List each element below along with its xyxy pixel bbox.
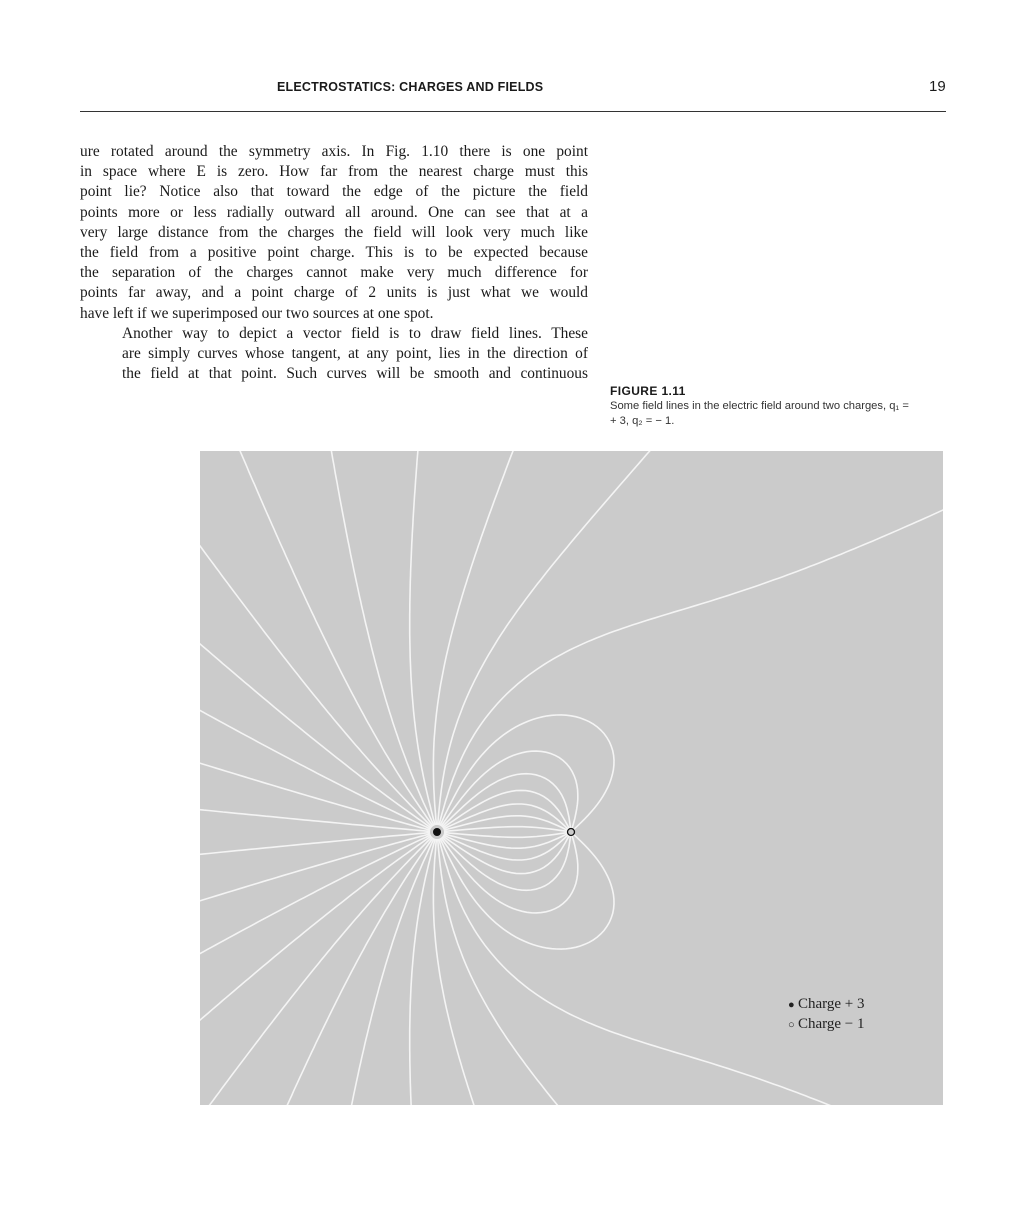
field-line — [200, 835, 431, 964]
field-line — [410, 839, 436, 1105]
text-line: the separation of the charges cannot make very much difference for — [80, 264, 588, 282]
field-line — [410, 451, 436, 825]
figure-label: FIGURE 1.11 — [610, 384, 686, 398]
field-line — [200, 518, 432, 828]
field-line — [439, 839, 877, 1105]
text-line: points more or less radially outward all around. One can see that at a — [80, 203, 588, 221]
body-text — [80, 142, 588, 384]
legend-negative — [788, 1015, 865, 1035]
text-line: point lie? Notice also that toward the edge of the picture the field — [80, 183, 588, 201]
header-rule — [80, 111, 946, 112]
field-line — [348, 838, 434, 1105]
text-line: the field at that point. Such curves will be smooth and continuous — [122, 365, 588, 383]
text-line: have left if we superimposed our two sources at one spot. — [80, 304, 434, 322]
field-line — [444, 832, 571, 837]
field-line — [328, 451, 434, 826]
text-line: very large distance from the charges the field will look very much like — [80, 223, 588, 241]
negative-charge — [568, 829, 575, 836]
field-line — [200, 701, 431, 830]
running-head: ELECTROSTATICS: CHARGES AND FIELDS — [277, 80, 544, 94]
text-line: the field from a positive point charge. This is to be expected because — [80, 244, 588, 262]
field-line — [433, 451, 519, 825]
legend-positive — [788, 995, 865, 1015]
text-line: ure rotated around the symmetry axis. In Fig. 1.10 there is one point — [80, 143, 588, 160]
field-line — [232, 451, 433, 826]
field-line — [200, 833, 430, 857]
paragraph-2 — [80, 324, 588, 385]
text-line: points far away, and a point charge of 2 units is just what we would — [80, 284, 588, 302]
field-line — [439, 500, 943, 825]
legend-positive-label: Charge + 3 — [798, 996, 865, 1012]
field-line — [438, 451, 668, 825]
filled-circle-icon: ● — [788, 999, 795, 1011]
text-line: in space where E is zero. How far from the nearest charge must this — [80, 163, 588, 181]
paragraph-1 — [80, 142, 588, 324]
legend — [788, 995, 865, 1035]
text-line: are simply curves whose tangent, at any point, lies in the direction of — [122, 345, 588, 363]
field-line — [200, 834, 430, 907]
text-line: Another way to depict a vector field is to draw field lines. These — [122, 324, 588, 342]
open-circle-icon: ○ — [788, 1019, 795, 1031]
field-line — [200, 757, 430, 830]
field-line — [200, 808, 430, 832]
field-line — [200, 837, 432, 1105]
page-number: 19 — [929, 78, 946, 95]
legend-negative-label: Charge − 1 — [798, 1016, 865, 1032]
field-line — [444, 827, 571, 832]
figure-caption: Some field lines in the electric field around two charges, q₁ = + 3, q₂ = − 1. — [610, 400, 909, 427]
positive-charge — [433, 828, 441, 836]
field-lines-figure — [200, 451, 943, 1105]
